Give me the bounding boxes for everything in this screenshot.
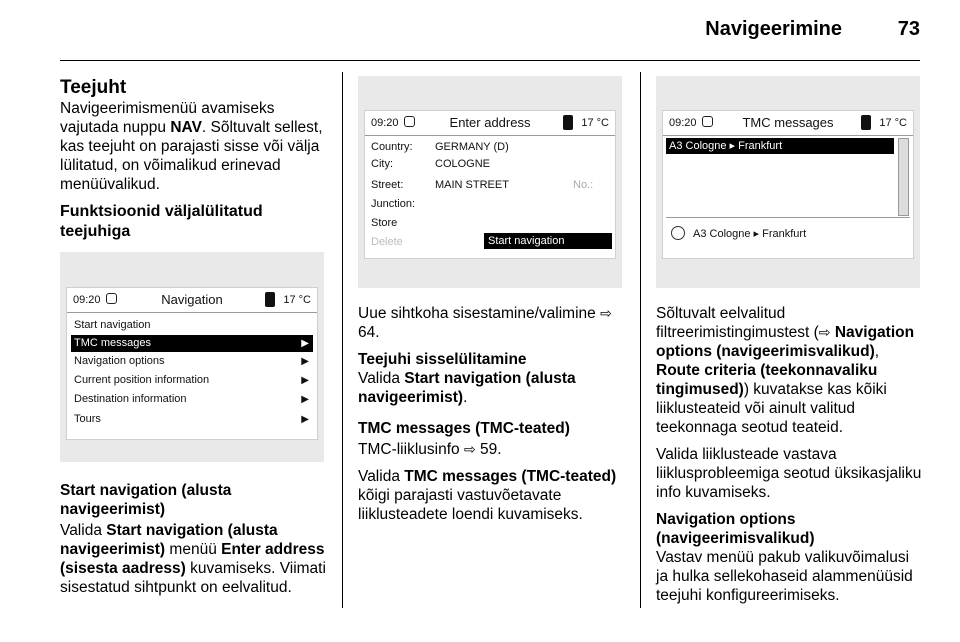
navigation-display xyxy=(66,287,318,440)
scrollbar[interactable] xyxy=(898,138,909,216)
right-column xyxy=(656,304,924,613)
paragraph: Uue sihtkoha sisestamine/valimine ⇨ 64. xyxy=(358,305,612,341)
temperature: 17 °C xyxy=(581,117,609,129)
screen-title: TMC messages xyxy=(742,115,834,130)
start-navigation-button[interactable]: Start navigation xyxy=(484,233,612,249)
left-column-lower xyxy=(60,481,328,605)
divider xyxy=(666,217,910,218)
middle-column xyxy=(358,304,626,532)
paragraph: Valida TMC messages (TMC-teated) kõigi parajasti vastuvõetavate liiklusteadete loendi kuvamiseks. xyxy=(358,468,617,523)
menu-item[interactable]: Tours ▶ xyxy=(71,411,313,428)
tmc-message-detail: A3 Cologne ▸ Frankfurt xyxy=(693,228,807,240)
header-rule xyxy=(60,60,920,61)
menu-item[interactable]: Current position information ▶ xyxy=(71,372,313,389)
subheading: Start navigation (alusta navigeerimist) xyxy=(60,482,232,518)
clock-time: 09:20 xyxy=(73,294,101,306)
subheading: Funktsioonid väljalülitatud teejuhiga xyxy=(60,203,263,240)
delete-option[interactable]: Delete xyxy=(371,236,403,248)
house-number-label[interactable]: No.: xyxy=(573,179,594,191)
traffic-warning-icon xyxy=(671,226,685,240)
field-value[interactable]: MAIN STREET xyxy=(435,179,509,191)
reference-arrow-icon: ⇨ xyxy=(463,441,476,457)
field-value[interactable]: GERMANY (D) xyxy=(435,141,509,153)
page-header xyxy=(0,0,960,62)
subheading: Teejuhi sisselülitamine xyxy=(358,351,527,368)
temperature: 17 °C xyxy=(283,294,311,306)
chevron-right-icon: ▶ xyxy=(301,394,309,405)
section-heading: Teejuht xyxy=(60,77,127,98)
menu-item-selected[interactable]: TMC messages ▶ xyxy=(71,335,313,352)
status-bar xyxy=(365,111,615,136)
screenshot-enter-address xyxy=(358,76,622,288)
tmc-display xyxy=(662,110,914,259)
menu-item[interactable]: Navigation options ▶ xyxy=(71,353,313,370)
address-display xyxy=(364,110,616,259)
clock-time: 09:20 xyxy=(371,117,399,129)
subheading: Navigation options (navigeerimisvalikud) xyxy=(656,511,815,547)
subheading: TMC messages (TMC-teated) xyxy=(358,420,570,437)
thermometer-icon xyxy=(861,115,871,130)
screenshot-navigation-menu xyxy=(60,252,324,462)
column-divider xyxy=(640,72,641,608)
menu-item[interactable]: Start navigation xyxy=(74,319,151,331)
paragraph: Navigeerimismenüü avamiseks vajutada nuppu NAV. Sõltuvalt sellest, kas teejuht on parajasti sisse või välja lülitatud, on võimalikud erinevad menüüvalikud. xyxy=(60,100,323,193)
screen-title: Navigation xyxy=(161,292,223,307)
page-title: Navigeerimine xyxy=(705,18,842,40)
chevron-right-icon: ▶ xyxy=(301,375,309,386)
field-label[interactable]: Junction: xyxy=(371,198,416,210)
field-value[interactable]: COLOGNE xyxy=(435,158,491,170)
screenshot-tmc-messages xyxy=(656,76,920,288)
paragraph: Vastav menüü pakub valikuvõimalusi ja hulka sellekohaseid alammenüüsid teejuhi konfigureerimiseks. xyxy=(656,549,913,604)
thermometer-icon xyxy=(563,115,573,130)
tmc-message-item-selected[interactable]: A3 Cologne ▸ Frankfurt xyxy=(666,138,894,154)
reference-arrow-icon: ⇨ xyxy=(600,305,612,321)
chevron-right-icon: ▶ xyxy=(301,338,309,349)
paragraph: Valida liiklusteade vastava liiklusprobleemiga seotud üksikasjaliku info kuvamiseks. xyxy=(656,446,922,501)
page-number: 73 xyxy=(897,18,920,40)
paragraph: Valida Start navigation (alusta navigeerimist). xyxy=(358,370,576,406)
chevron-right-icon: ▶ xyxy=(301,356,309,367)
reference-arrow-icon: ⇨ xyxy=(818,324,831,340)
paragraph: TMC-liiklusinfo ⇨ 59. xyxy=(358,441,502,458)
field-label: Country: xyxy=(371,141,413,153)
left-column xyxy=(60,74,328,250)
status-bar xyxy=(663,111,913,136)
paragraph: Valida Start navigation (alusta navigeerimist) menüü Enter address (sisesta aadress) kuvamiseks. Viimati sisestatud sihtpunkt on eelvalitud. xyxy=(60,522,326,596)
temperature: 17 °C xyxy=(879,117,907,129)
field-label: Street: xyxy=(371,179,404,191)
menu-item[interactable]: Destination information ▶ xyxy=(71,391,313,408)
clock-time: 09:20 xyxy=(669,117,697,129)
column-divider xyxy=(342,72,343,608)
status-bar xyxy=(67,288,317,313)
thermometer-icon xyxy=(265,292,275,307)
chevron-right-icon: ▶ xyxy=(301,414,309,425)
store-option[interactable]: Store xyxy=(371,217,398,229)
screen-title: Enter address xyxy=(449,115,531,130)
field-label: City: xyxy=(371,158,393,170)
paragraph: Sõltuvalt eelvalitud filtreerimistingimustest (⇨ Navigation options (navigeerimisvalikud), Route criteria (teekonnavaliku tingimused)) kuvatakse kas kõiki liiklusteateid või ainult valitud teekonnaga seotud teateid. xyxy=(656,305,915,436)
